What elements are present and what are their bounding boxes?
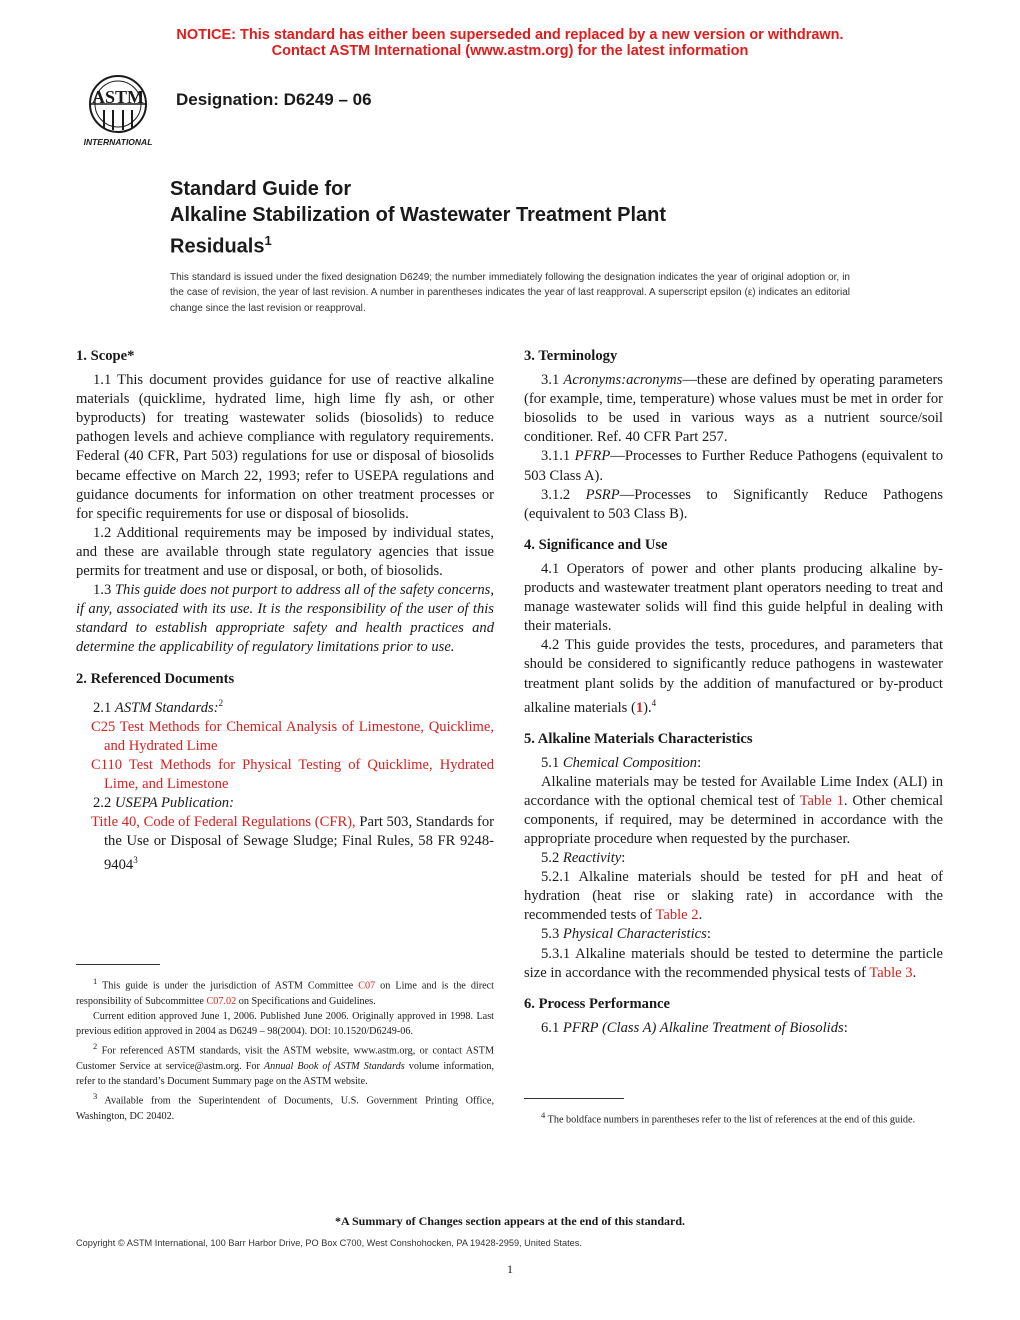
paragraph-3-1: 3.1 Acronyms:acronyms—these are defined by operating parameters (for example, time, temperature) whose values must be met in order for biosolids to be used in various ways as a nutrient source/soil conditioner. Ref. 40 CFR Part 257. (524, 372, 943, 446)
section-2-heading: 2. Referenced Documents (76, 670, 235, 687)
footnote-divider-left (76, 964, 160, 965)
title-line-2: Alkaline Stabilization of Wastewater Treatment Plant (170, 204, 667, 226)
reference-title40: Title 40, Code of Federal Regulations (CFR), Part 503, Standards for the Use or Disposal of Sewage Sludge; Final Rules, 58 FR 9248-9404$^3$ (91, 814, 494, 874)
section-5-heading: 5. Alkaline Materials Characteristics (524, 730, 753, 747)
footnote-c07-link[interactable]: C07 (358, 980, 376, 992)
paragraph-6-1: 6.1 PFRP (Class A) Alkaline Treatment of Biosolids: (541, 1019, 848, 1036)
section-1-heading: 1. Scope* (76, 348, 135, 364)
footnote-3: $^3$ Available from the Superintendent of Documents, U.S. Government Printing Office, Washington, DC 20402. (76, 1091, 495, 1122)
paragraph-1-2: 1.2 Additional requirements may be imposed by individual states, and these are available through state regulatory agencies that issue permits for treatment and use or disposal, or both, of biosolids. (76, 524, 494, 580)
title-line-1: Standard Guide for (170, 178, 352, 200)
astm-logo-subtext: INTERNATIONAL (83, 137, 153, 147)
title-line-3: Residuals$^1$ (170, 233, 272, 258)
left-column (76, 347, 494, 875)
document-title (170, 176, 666, 260)
title-footnote-mark: 1 (264, 233, 272, 248)
paragraph-3-1-2: 3.1.2 PSRP—Processes to Significantly Reduce Pathogens (equivalent to 503 Class B). (524, 486, 943, 522)
paragraph-4-2: 4.2 This guide provides the tests, procedures, and parameters that should be considered to significantly reduce pathogens in wastewater treatment plant solids by the addition of manufactured or by-product alkaline materials (1).$^4$ (524, 637, 943, 716)
paragraph-5-3: 5.3 Physical Characteristics: (541, 926, 711, 943)
paragraph-3-1-1: 3.1.1 PFRP—Processes to Further Reduce Pathogens (equivalent to 503 Class A). (524, 448, 943, 484)
summary-of-changes-note: *A Summary of Changes section appears at the end of this standard. (334, 1214, 686, 1228)
reference-c110-link[interactable]: C110 Test Methods for Physical Testing of Quicklime, Hydrated Lime, and Limestone (91, 756, 494, 792)
paragraph-4-1: 4.1 Operators of power and other plants producing alkaline by-products and wastewater treatment plant operators needing to treat and manage wastewater solids will find this guide helpful in dealing with their materials. (524, 560, 943, 635)
paragraph-2-2: 2.2 USEPA Publication: (93, 794, 234, 811)
paragraph-5-2-1: 5.2.1 Alkaline materials should be tested for pH and heat of hydration (heat rise or slaking rate) in accordance with the recommended tests of Table 2. (524, 869, 943, 924)
footnote-4: $^4$ The boldface numbers in parentheses refer to the list of references at the end of this guide. (541, 1110, 916, 1126)
issued-note: This standard is issued under the fixed designation D6249; the number immediately following the designation indicates the year of original adoption or, in the case of revision, the year of last revision. A number in parentheses indicates the year of last reapproval. A superscript epsilon (ε) indicates an editorial change since the last revision or reapproval. (170, 272, 850, 314)
astm-logo-text: ASTM (91, 87, 145, 107)
notice-line-1: NOTICE: This standard has either been superseded and replaced by a new version or withdrawn. (176, 27, 844, 43)
paragraph-1-1: 1.1 This document provides guidance for use of reactive alkaline materials (quicklime, hydrated lime, high lime fly ash, or other byproducts) for treating wastewater solids (biosolids) to reduce pathogen levels and achieve compliance with regulatory requirements. Federal (40 CFR, Part 503) regulations for use or disposal of biosolids became effective on March 22, 1993; refer to USEPA regulations and guidance documents for information on other treatment processes or for specific requirements for use or disposal of biosolids. (76, 372, 494, 522)
footnote-1-edition: Current edition approved June 1, 2006. Published June 2006. Originally approved in 1998. Last previous edition approved in 2004 as D6249 – 98(2004). DOI: 10.1520/D6249-06. (76, 1010, 494, 1037)
paragraph-1-3: 1.3 This guide does not purport to address all of the safety concerns, if any, associated with its use. It is the responsibility of the user of this standard to establish appropriate safety and health practices and determine the applicability of regulatory limitations prior to use. (76, 582, 494, 656)
footnote-c0702-link[interactable]: C07.02 (206, 995, 237, 1007)
reference-c25-link[interactable]: C25 Test Methods for Chemical Analysis of Limestone, Quicklime, and Hydrated Lime (91, 718, 494, 754)
reference-title40-link[interactable]: Title 40, Code of Federal Regulations (CFR), (91, 814, 356, 831)
section-3-heading: 3. Terminology (524, 348, 618, 364)
notice-line-2: Contact ASTM International (www.astm.org) for the latest information (271, 43, 749, 59)
page-number: 1 (507, 1262, 513, 1276)
footnote-1: $^1$ This guide is under the jurisdiction of ASTM Committee C07 on Lime and is the direct responsibility of Subcommittee C07.02 on Specifications and Guidelines. (76, 976, 495, 1007)
astm-logo-mark (76, 72, 160, 150)
paragraph-5-1-text: Alkaline materials may be tested for Available Lime Index (ALI) in accordance with the optional chemical test of Table 1. Other chemical components, if required, may be determined in accordance with the appropriate procedure when requested by the purchaser. (524, 773, 943, 848)
reference-1-link[interactable]: 1 (635, 699, 644, 716)
paragraph-2-1: 2.1 ASTM Standards:$^2$ (93, 697, 224, 716)
table-2-link[interactable]: Table 2 (655, 907, 699, 924)
table-3-link[interactable]: Table 3 (869, 964, 913, 981)
right-footnotes (524, 1108, 943, 1128)
astm-logo (76, 72, 160, 150)
section-6-heading: 6. Process Performance (524, 995, 671, 1012)
table-1-link[interactable]: Table 1 (799, 792, 844, 809)
copyright: Copyright © ASTM International, 100 Barr Harbor Drive, PO Box C700, West Conshohocken, PA 19428-2959, United States. (76, 1238, 582, 1248)
footnote-2: $^2$ For referenced ASTM standards, visit the ASTM website, www.astm.org, or contact ASTM Customer Service at service@astm.org. For Annual Book of ASTM Standards volume information, refer to the standard’s Document Summary page on the ASTM website. (76, 1041, 494, 1087)
footnote-divider-right (524, 1098, 624, 1099)
left-footnotes (76, 974, 494, 1124)
paragraph-5-1: 5.1 Chemical Composition: (541, 754, 702, 771)
right-column (524, 347, 943, 1038)
section-4-heading: 4. Significance and Use (524, 536, 668, 553)
paragraph-5-2: 5.2 Reactivity: (541, 850, 626, 867)
designation: Designation: D6249 – 06 (176, 90, 372, 109)
paragraph-5-3-1: 5.3.1 Alkaline materials should be tested to determine the particle size in accordance with the recommended physical tests of Table 3. (524, 945, 943, 981)
